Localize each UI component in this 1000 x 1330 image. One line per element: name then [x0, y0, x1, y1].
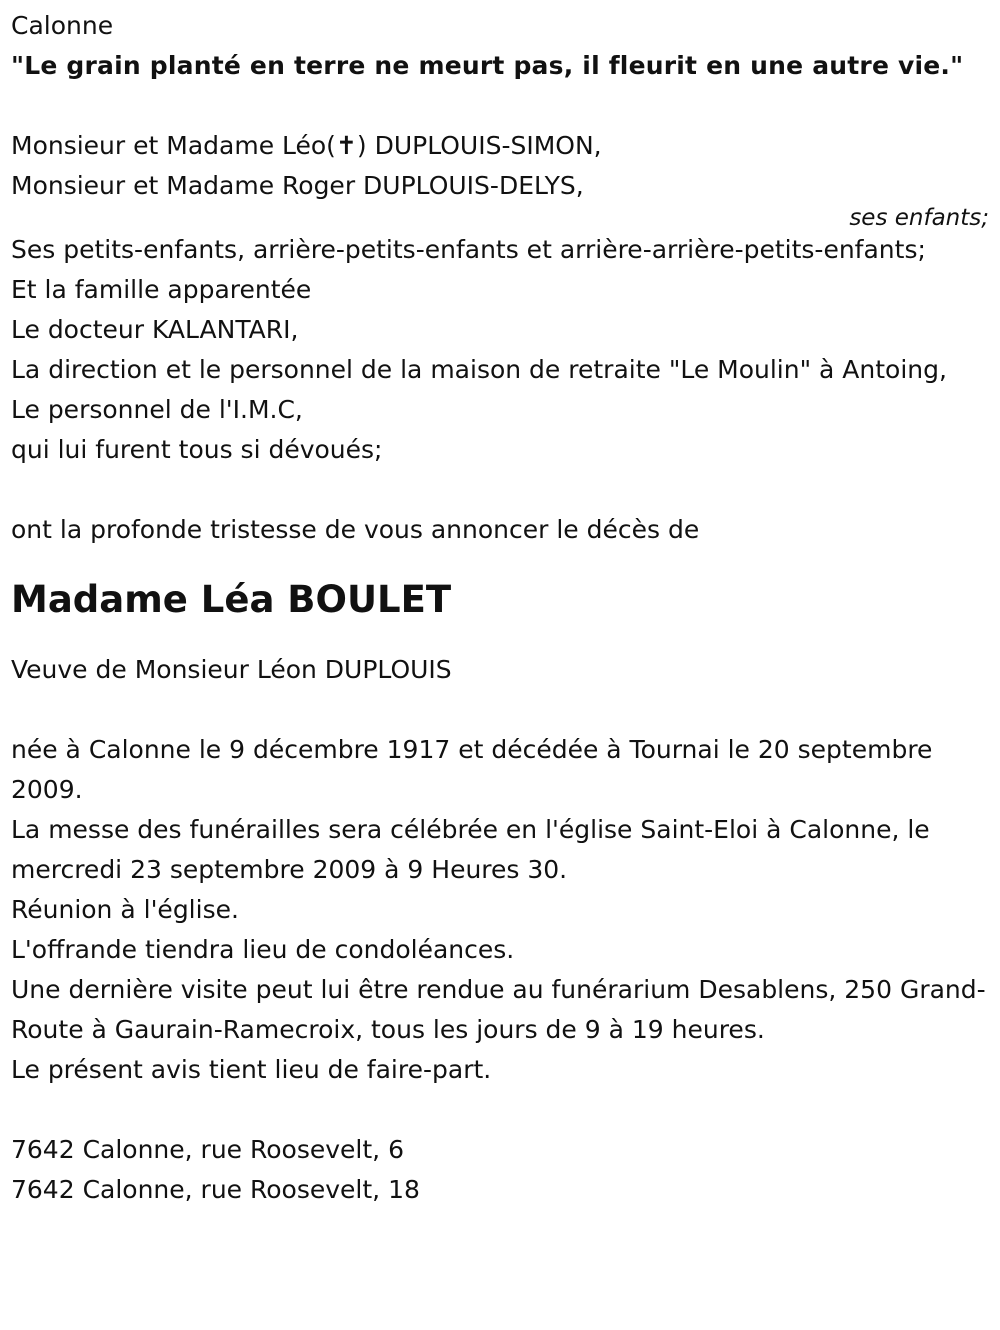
funeral-mass-line: La messe des funérailles sera célébrée en l'église Saint-Eloi à Calonne, le mercredi 23 septembre 2009 à 9 Heures 30.: [11, 815, 930, 884]
children-role-label: ses enfants;: [849, 205, 989, 231]
address-line-2: 7642 Calonne, rue Roosevelt, 18: [11, 1175, 420, 1204]
devoted-line: qui lui furent tous si dévoués;: [11, 435, 383, 464]
widow-of-line: Veuve de Monsieur Léon DUPLOUIS: [11, 655, 452, 684]
church-meeting-line: Réunion à l'église.: [11, 895, 239, 924]
last-visit-line: Une dernière visite peut lui être rendue au funérarium Desablens, 250 Grand-Route à Gaurain-Ramecroix, tous les jours de 9 à 19 heures.: [11, 975, 986, 1044]
related-family-line: Et la famille apparentée: [11, 275, 312, 304]
address-line-1: 7642 Calonne, rue Roosevelt, 6: [11, 1135, 404, 1164]
announcement-line: ont la profonde tristesse de vous annoncer le décès de: [11, 515, 700, 544]
offering-line: L'offrande tiendra lieu de condoléances.: [11, 935, 515, 964]
retirement-home-line: La direction et le personnel de la maison de retraite "Le Moulin" à Antoing,: [11, 355, 947, 384]
imc-staff-line: Le personnel de l'I.M.C,: [11, 395, 303, 424]
spacer: [11, 690, 991, 730]
family-line-child-1: Monsieur et Madame Léo(✝) DUPLOUIS-SIMON,: [11, 131, 602, 160]
grandchildren-line: Ses petits-enfants, arrière-petits-enfants et arrière-arrière-petits-enfants;: [11, 235, 926, 264]
spacer: [11, 1090, 991, 1130]
family-line-child-2: Monsieur et Madame Roger DUPLOUIS-DELYS,: [11, 171, 584, 200]
deceased-name: Madame Léa BOULET: [11, 578, 452, 621]
obituary-document: [11, 6, 991, 1210]
notice-line: Le présent avis tient lieu de faire-part.: [11, 1055, 492, 1084]
birth-death-line: née à Calonne le 9 décembre 1917 et décédée à Tournai le 20 septembre 2009.: [11, 735, 933, 804]
epigraph-quote: "Le grain planté en terre ne meurt pas, il fleurit en une autre vie.": [11, 51, 964, 80]
spacer: [11, 470, 991, 510]
spacer: [11, 86, 991, 126]
location: Calonne: [11, 11, 114, 40]
doctor-line: Le docteur KALANTARI,: [11, 315, 299, 344]
